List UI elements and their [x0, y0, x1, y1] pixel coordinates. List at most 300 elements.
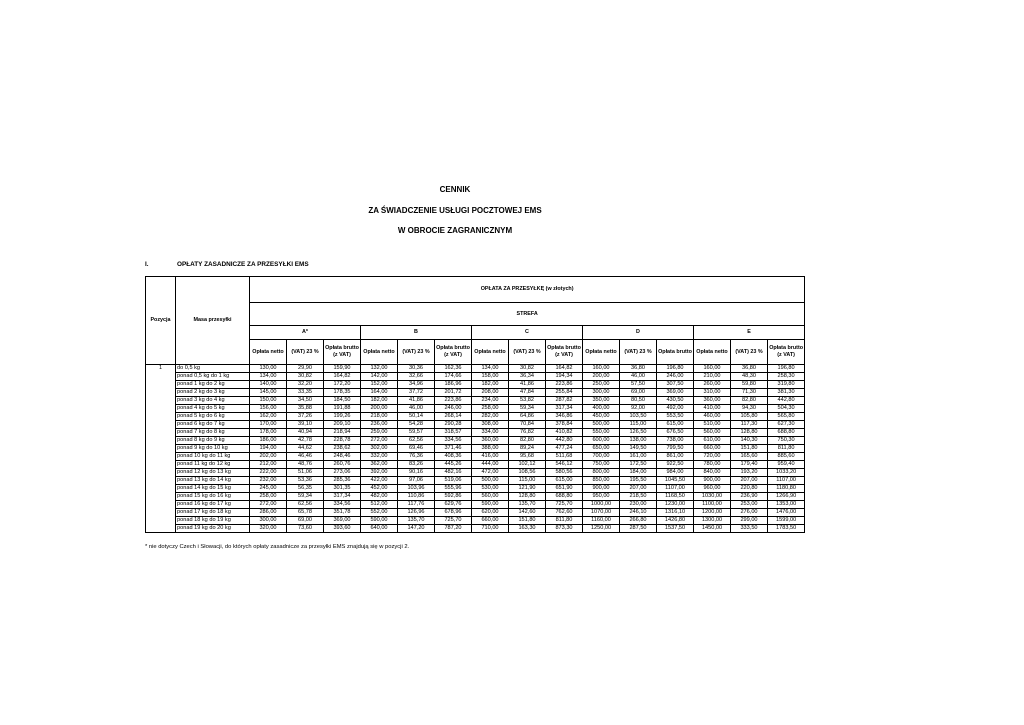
- price-cell: 207,00: [620, 485, 657, 493]
- price-cell: 371,46: [435, 445, 472, 453]
- price-cell: 308,00: [472, 421, 509, 429]
- price-cell: 450,00: [583, 413, 620, 421]
- table-row: [146, 381, 805, 389]
- document-subtitle-2: W OBROCIE ZAGRANICZNYM: [397, 226, 513, 235]
- price-cell: 500,00: [583, 421, 620, 429]
- price-cell: 172,20: [324, 381, 361, 389]
- table-row: [146, 389, 805, 397]
- price-cell: 142,60: [509, 509, 546, 517]
- price-cell: 33,35: [287, 389, 324, 397]
- price-cell: 59,34: [287, 493, 324, 501]
- price-cell: 220,80: [731, 485, 768, 493]
- price-cell: 700,00: [583, 453, 620, 461]
- price-cell: 126,96: [398, 509, 435, 517]
- price-cell: 37,72: [398, 389, 435, 397]
- price-cell: 442,80: [546, 437, 583, 445]
- price-cell: 142,00: [361, 373, 398, 381]
- price-cell: 103,50: [620, 413, 657, 421]
- price-cell: 202,00: [250, 453, 287, 461]
- price-cell: 59,34: [509, 405, 546, 413]
- table-row: [146, 469, 805, 477]
- price-cell: 922,50: [657, 461, 694, 469]
- price-cell: 32,20: [287, 381, 324, 389]
- price-cell: 640,00: [361, 525, 398, 533]
- price-cell: 156,00: [250, 405, 287, 413]
- price-cell: 59,80: [731, 381, 768, 389]
- price-cell: 787,20: [435, 525, 472, 533]
- price-cell: 97,06: [398, 477, 435, 485]
- table-row: [146, 461, 805, 469]
- price-cell: 416,00: [472, 453, 509, 461]
- price-cell: 51,06: [287, 469, 324, 477]
- price-cell: 145,00: [250, 389, 287, 397]
- price-cell: 900,00: [583, 485, 620, 493]
- price-cell: 48,76: [287, 461, 324, 469]
- price-cell: 62,56: [398, 437, 435, 445]
- price-cell: 627,30: [768, 421, 805, 429]
- price-cell: 610,00: [694, 437, 731, 445]
- price-cell: 287,50: [620, 525, 657, 533]
- price-cell: 94,30: [731, 405, 768, 413]
- price-cell: 41,86: [398, 397, 435, 405]
- table-row: [146, 485, 805, 493]
- price-cell: 272,00: [250, 501, 287, 509]
- mass-cell: ponad 14 kg do 15 kg: [176, 485, 250, 493]
- mass-cell: ponad 8 kg do 9 kg: [176, 437, 250, 445]
- price-cell: 1476,00: [768, 509, 805, 517]
- price-cell: 310,00: [694, 389, 731, 397]
- column-subheader: Opłata brutto (z VAT): [546, 340, 583, 365]
- price-cell: 41,86: [509, 381, 546, 389]
- price-cell: 592,86: [435, 493, 472, 501]
- price-cell: 500,00: [472, 477, 509, 485]
- price-cell: 381,30: [768, 389, 805, 397]
- price-cell: 650,00: [583, 445, 620, 453]
- price-cell: 460,00: [694, 413, 731, 421]
- header-pozycja: Pozycja: [146, 277, 176, 365]
- column-subheader: Opłata brutto (z VAT): [768, 340, 805, 365]
- table-row: [146, 373, 805, 381]
- price-cell: 69,46: [398, 445, 435, 453]
- price-cell: 300,00: [583, 389, 620, 397]
- price-cell: 179,40: [731, 461, 768, 469]
- mass-cell: ponad 18 kg do 19 kg: [176, 517, 250, 525]
- price-cell: 320,00: [250, 525, 287, 533]
- price-cell: 140,30: [731, 437, 768, 445]
- column-subheader: (VAT) 23 %: [731, 340, 768, 365]
- price-cell: 299,00: [731, 517, 768, 525]
- price-cell: 317,34: [546, 405, 583, 413]
- price-cell: 46,00: [398, 405, 435, 413]
- price-cell: 134,00: [472, 365, 509, 373]
- price-cell: 1107,00: [768, 477, 805, 485]
- column-subheader: Opłata brutto: [657, 340, 694, 365]
- price-cell: 126,50: [620, 429, 657, 437]
- price-cell: 660,00: [472, 517, 509, 525]
- price-cell: 30,36: [398, 365, 435, 373]
- price-cell: 230,00: [620, 501, 657, 509]
- price-cell: 430,50: [657, 397, 694, 405]
- price-cell: 178,00: [250, 429, 287, 437]
- price-cell: 186,00: [250, 437, 287, 445]
- price-cell: 600,00: [583, 437, 620, 445]
- price-cell: 560,00: [472, 493, 509, 501]
- price-cell: 184,50: [324, 397, 361, 405]
- mass-cell: ponad 12 kg do 13 kg: [176, 469, 250, 477]
- table-row: [146, 445, 805, 453]
- price-cell: 115,00: [620, 421, 657, 429]
- price-cell: 110,86: [398, 493, 435, 501]
- price-cell: 362,00: [361, 461, 398, 469]
- mass-cell: ponad 7 kg do 8 kg: [176, 429, 250, 437]
- price-cell: 1033,20: [768, 469, 805, 477]
- price-cell: 59,57: [398, 429, 435, 437]
- price-cell: 53,82: [509, 397, 546, 405]
- price-cell: 388,00: [472, 445, 509, 453]
- price-cell: 850,00: [583, 477, 620, 485]
- price-cell: 629,76: [435, 501, 472, 509]
- price-cell: 160,00: [583, 365, 620, 373]
- price-cell: 57,50: [620, 381, 657, 389]
- price-cell: 121,90: [509, 485, 546, 493]
- price-cell: 70,84: [509, 421, 546, 429]
- price-cell: 552,00: [361, 509, 398, 517]
- price-cell: 950,00: [583, 493, 620, 501]
- price-cell: 258,00: [250, 493, 287, 501]
- price-cell: 46,46: [287, 453, 324, 461]
- price-cell: 193,20: [731, 469, 768, 477]
- price-cell: 36,80: [620, 365, 657, 373]
- price-cell: 253,00: [731, 501, 768, 509]
- price-cell: 50,14: [398, 413, 435, 421]
- price-cell: 151,80: [509, 517, 546, 525]
- mass-cell: ponad 5 kg do 6 kg: [176, 413, 250, 421]
- mass-cell: ponad 10 kg do 11 kg: [176, 453, 250, 461]
- price-cell: 194,00: [250, 445, 287, 453]
- price-cell: 158,00: [472, 373, 509, 381]
- column-subheader: Opłata netto: [472, 340, 509, 365]
- price-cell: 73,60: [287, 525, 324, 533]
- price-cell: 76,36: [398, 453, 435, 461]
- mass-cell: ponad 9 kg do 10 kg: [176, 445, 250, 453]
- price-cell: 65,78: [287, 509, 324, 517]
- price-cell: 550,00: [583, 429, 620, 437]
- price-cell: 164,00: [361, 389, 398, 397]
- price-cell: 105,80: [731, 413, 768, 421]
- price-cell: 553,50: [657, 413, 694, 421]
- price-cell: 69,00: [287, 517, 324, 525]
- price-cell: 228,78: [324, 437, 361, 445]
- price-cell: 147,20: [398, 525, 435, 533]
- price-cell: 182,00: [361, 397, 398, 405]
- table-row: [146, 477, 805, 485]
- column-subheader: Opłata netto: [250, 340, 287, 365]
- position-cell: 1: [146, 365, 176, 533]
- price-cell: 54,28: [398, 421, 435, 429]
- price-cell: 555,96: [435, 485, 472, 493]
- price-cell: 30,82: [509, 365, 546, 373]
- price-cell: 1200,00: [694, 509, 731, 517]
- price-cell: 196,80: [657, 365, 694, 373]
- zone-header: C: [472, 326, 583, 340]
- table-row: [146, 405, 805, 413]
- price-cell: 223,86: [546, 381, 583, 389]
- price-cell: 102,12: [509, 461, 546, 469]
- price-cell: 174,66: [435, 373, 472, 381]
- price-cell: 108,56: [509, 469, 546, 477]
- price-cell: 35,88: [287, 405, 324, 413]
- price-cell: 151,80: [731, 445, 768, 453]
- column-subheader: (VAT) 23 %: [287, 340, 324, 365]
- price-cell: 1000,00: [583, 501, 620, 509]
- table-row: [146, 413, 805, 421]
- price-cell: 1100,00: [694, 501, 731, 509]
- table-row: [146, 525, 805, 533]
- price-cell: 984,00: [657, 469, 694, 477]
- mass-cell: ponad 6 kg do 7 kg: [176, 421, 250, 429]
- mass-cell: ponad 13 kg do 14 kg: [176, 477, 250, 485]
- price-cell: 236,90: [731, 493, 768, 501]
- price-cell: 236,00: [361, 421, 398, 429]
- table-row: [146, 429, 805, 437]
- price-cell: 615,00: [657, 421, 694, 429]
- price-cell: 89,24: [509, 445, 546, 453]
- price-cell: 346,86: [546, 413, 583, 421]
- price-cell: 512,00: [361, 501, 398, 509]
- price-cell: 360,00: [472, 437, 509, 445]
- price-cell: 811,80: [768, 445, 805, 453]
- price-cell: 477,24: [546, 445, 583, 453]
- price-cell: 452,00: [361, 485, 398, 493]
- price-cell: 351,78: [324, 509, 361, 517]
- price-cell: 194,34: [546, 373, 583, 381]
- price-cell: 266,80: [620, 517, 657, 525]
- price-cell: 590,00: [472, 501, 509, 509]
- column-subheader: Opłata brutto (z VAT): [435, 340, 472, 365]
- price-cell: 44,62: [287, 445, 324, 453]
- price-cell: 30,82: [287, 373, 324, 381]
- price-cell: 162,36: [435, 365, 472, 373]
- zone-header: E: [694, 326, 805, 340]
- price-cell: 580,56: [546, 469, 583, 477]
- price-cell: 56,35: [287, 485, 324, 493]
- price-cell: 290,28: [435, 421, 472, 429]
- price-cell: 1353,00: [768, 501, 805, 509]
- price-cell: 900,00: [694, 477, 731, 485]
- table-row: [146, 517, 805, 525]
- price-cell: 482,16: [435, 469, 472, 477]
- price-cell: 53,36: [287, 477, 324, 485]
- document-title: CENNIK: [439, 185, 471, 194]
- price-cell: 710,00: [472, 525, 509, 533]
- price-cell: 282,00: [472, 413, 509, 421]
- price-cell: 182,00: [472, 381, 509, 389]
- price-cell: 300,00: [250, 517, 287, 525]
- price-cell: 69,00: [620, 389, 657, 397]
- price-cell: 34,50: [287, 397, 324, 405]
- price-cell: 207,00: [731, 477, 768, 485]
- price-cell: 960,00: [694, 485, 731, 493]
- price-cell: 885,60: [768, 453, 805, 461]
- mass-cell: ponad 19 kg do 20 kg: [176, 525, 250, 533]
- price-cell: 36,80: [731, 365, 768, 373]
- section-label: OPŁATY ZASADNICZE ZA PRZESYŁKI EMS: [177, 261, 309, 268]
- zone-header: D: [583, 326, 694, 340]
- mass-cell: do 0,5 kg: [176, 365, 250, 373]
- price-cell: 360,00: [694, 397, 731, 405]
- price-cell: 472,00: [472, 469, 509, 477]
- price-cell: 1266,90: [768, 493, 805, 501]
- price-cell: 422,00: [361, 477, 398, 485]
- price-cell: 286,00: [250, 509, 287, 517]
- table-row: [146, 509, 805, 517]
- price-cell: 738,00: [657, 437, 694, 445]
- mass-cell: ponad 1 kg do 2 kg: [176, 381, 250, 389]
- price-cell: 285,36: [324, 477, 361, 485]
- price-cell: 840,00: [694, 469, 731, 477]
- price-cell: 201,72: [435, 389, 472, 397]
- mass-cell: ponad 2 kg do 3 kg: [176, 389, 250, 397]
- price-cell: 82,80: [731, 397, 768, 405]
- price-cell: 80,50: [620, 397, 657, 405]
- price-cell: 163,30: [509, 525, 546, 533]
- price-cell: 800,00: [583, 469, 620, 477]
- price-cell: 750,00: [583, 461, 620, 469]
- price-cell: 223,86: [435, 397, 472, 405]
- price-cell: 444,00: [472, 461, 509, 469]
- price-cell: 1030,00: [694, 493, 731, 501]
- price-cell: 378,84: [546, 421, 583, 429]
- column-subheader: Opłata netto: [361, 340, 398, 365]
- price-cell: 762,60: [546, 509, 583, 517]
- price-cell: 39,10: [287, 421, 324, 429]
- price-cell: 245,00: [250, 485, 287, 493]
- price-cell: 725,70: [546, 501, 583, 509]
- table-row: [146, 493, 805, 501]
- price-cell: 369,00: [657, 389, 694, 397]
- mass-cell: ponad 4 kg do 5 kg: [176, 405, 250, 413]
- price-cell: 334,56: [435, 437, 472, 445]
- price-cell: 615,00: [546, 477, 583, 485]
- mass-cell: ponad 11 kg do 12 kg: [176, 461, 250, 469]
- price-cell: 410,82: [546, 429, 583, 437]
- price-cell: 195,50: [620, 477, 657, 485]
- price-cell: 250,00: [583, 381, 620, 389]
- price-cell: 301,35: [324, 485, 361, 493]
- price-cell: 208,00: [472, 389, 509, 397]
- mass-cell: ponad 3 kg do 4 kg: [176, 397, 250, 405]
- price-cell: 393,60: [324, 525, 361, 533]
- price-cell: 811,80: [546, 517, 583, 525]
- price-cell: 200,00: [583, 373, 620, 381]
- price-cell: 134,00: [250, 373, 287, 381]
- price-cell: 651,90: [546, 485, 583, 493]
- price-cell: 287,82: [546, 397, 583, 405]
- price-cell: 218,50: [620, 493, 657, 501]
- price-cell: 159,90: [324, 365, 361, 373]
- price-cell: 273,06: [324, 469, 361, 477]
- price-cell: 246,10: [620, 509, 657, 517]
- price-cell: 29,90: [287, 365, 324, 373]
- price-cell: 164,82: [546, 365, 583, 373]
- price-cell: 162,00: [250, 413, 287, 421]
- price-cell: 92,00: [620, 405, 657, 413]
- price-cell: 222,00: [250, 469, 287, 477]
- table-row: [146, 453, 805, 461]
- price-cell: 83,26: [398, 461, 435, 469]
- price-cell: 258,30: [768, 373, 805, 381]
- mass-cell: ponad 16 kg do 17 kg: [176, 501, 250, 509]
- price-cell: 90,16: [398, 469, 435, 477]
- price-cell: 1250,00: [583, 525, 620, 533]
- price-cell: 62,56: [287, 501, 324, 509]
- price-cell: 232,00: [250, 477, 287, 485]
- price-cell: 103,96: [398, 485, 435, 493]
- price-cell: 334,56: [324, 501, 361, 509]
- price-cell: 1426,80: [657, 517, 694, 525]
- price-cell: 200,00: [361, 405, 398, 413]
- price-cell: 725,70: [435, 517, 472, 525]
- column-subheader: Opłata netto: [583, 340, 620, 365]
- price-cell: 445,26: [435, 461, 472, 469]
- price-cell: 1599,00: [768, 517, 805, 525]
- table-row: [146, 365, 805, 373]
- price-cell: 128,80: [509, 493, 546, 501]
- document-subtitle: ZA ŚWIADCZENIE USŁUGI POCZTOWEJ EMS: [368, 206, 542, 215]
- price-cell: 272,00: [361, 437, 398, 445]
- price-cell: 678,96: [435, 509, 472, 517]
- header-strefa: STREFA: [250, 303, 805, 326]
- table-row: [146, 421, 805, 429]
- price-cell: 317,34: [324, 493, 361, 501]
- price-cell: 34,96: [398, 381, 435, 389]
- price-cell: 255,84: [546, 389, 583, 397]
- price-cell: 369,00: [324, 517, 361, 525]
- price-cell: 212,00: [250, 461, 287, 469]
- section-heading: [145, 261, 309, 268]
- price-cell: 117,30: [731, 421, 768, 429]
- price-cell: 246,00: [657, 373, 694, 381]
- table-row: [146, 501, 805, 509]
- price-cell: 184,00: [620, 469, 657, 477]
- column-subheader: (VAT) 23 %: [620, 340, 657, 365]
- column-subheader: Opłata netto: [694, 340, 731, 365]
- price-cell: 260,76: [324, 461, 361, 469]
- price-cell: 688,80: [768, 429, 805, 437]
- zone-header: B: [361, 326, 472, 340]
- price-cell: 199,26: [324, 413, 361, 421]
- price-cell: 318,57: [435, 429, 472, 437]
- footnote: * nie dotyczy Czech i Słowacji, do których opłaty zasadnicze za przesyłki EMS znajdują się w pozycji 2.: [145, 544, 410, 550]
- column-subheader: (VAT) 23 %: [398, 340, 435, 365]
- price-cell: 510,00: [694, 421, 731, 429]
- price-cell: 149,50: [620, 445, 657, 453]
- price-cell: 1045,50: [657, 477, 694, 485]
- price-cell: 82,80: [509, 437, 546, 445]
- table-row: [146, 437, 805, 445]
- price-cell: 660,00: [694, 445, 731, 453]
- price-cell: 482,00: [361, 493, 398, 501]
- table-row: [146, 397, 805, 405]
- price-cell: 1316,10: [657, 509, 694, 517]
- price-cell: 238,62: [324, 445, 361, 453]
- price-cell: 276,00: [731, 509, 768, 517]
- price-cell: 152,00: [361, 381, 398, 389]
- price-cell: 138,00: [620, 437, 657, 445]
- price-cell: 546,12: [546, 461, 583, 469]
- price-cell: 130,00: [250, 365, 287, 373]
- price-cell: 170,00: [250, 421, 287, 429]
